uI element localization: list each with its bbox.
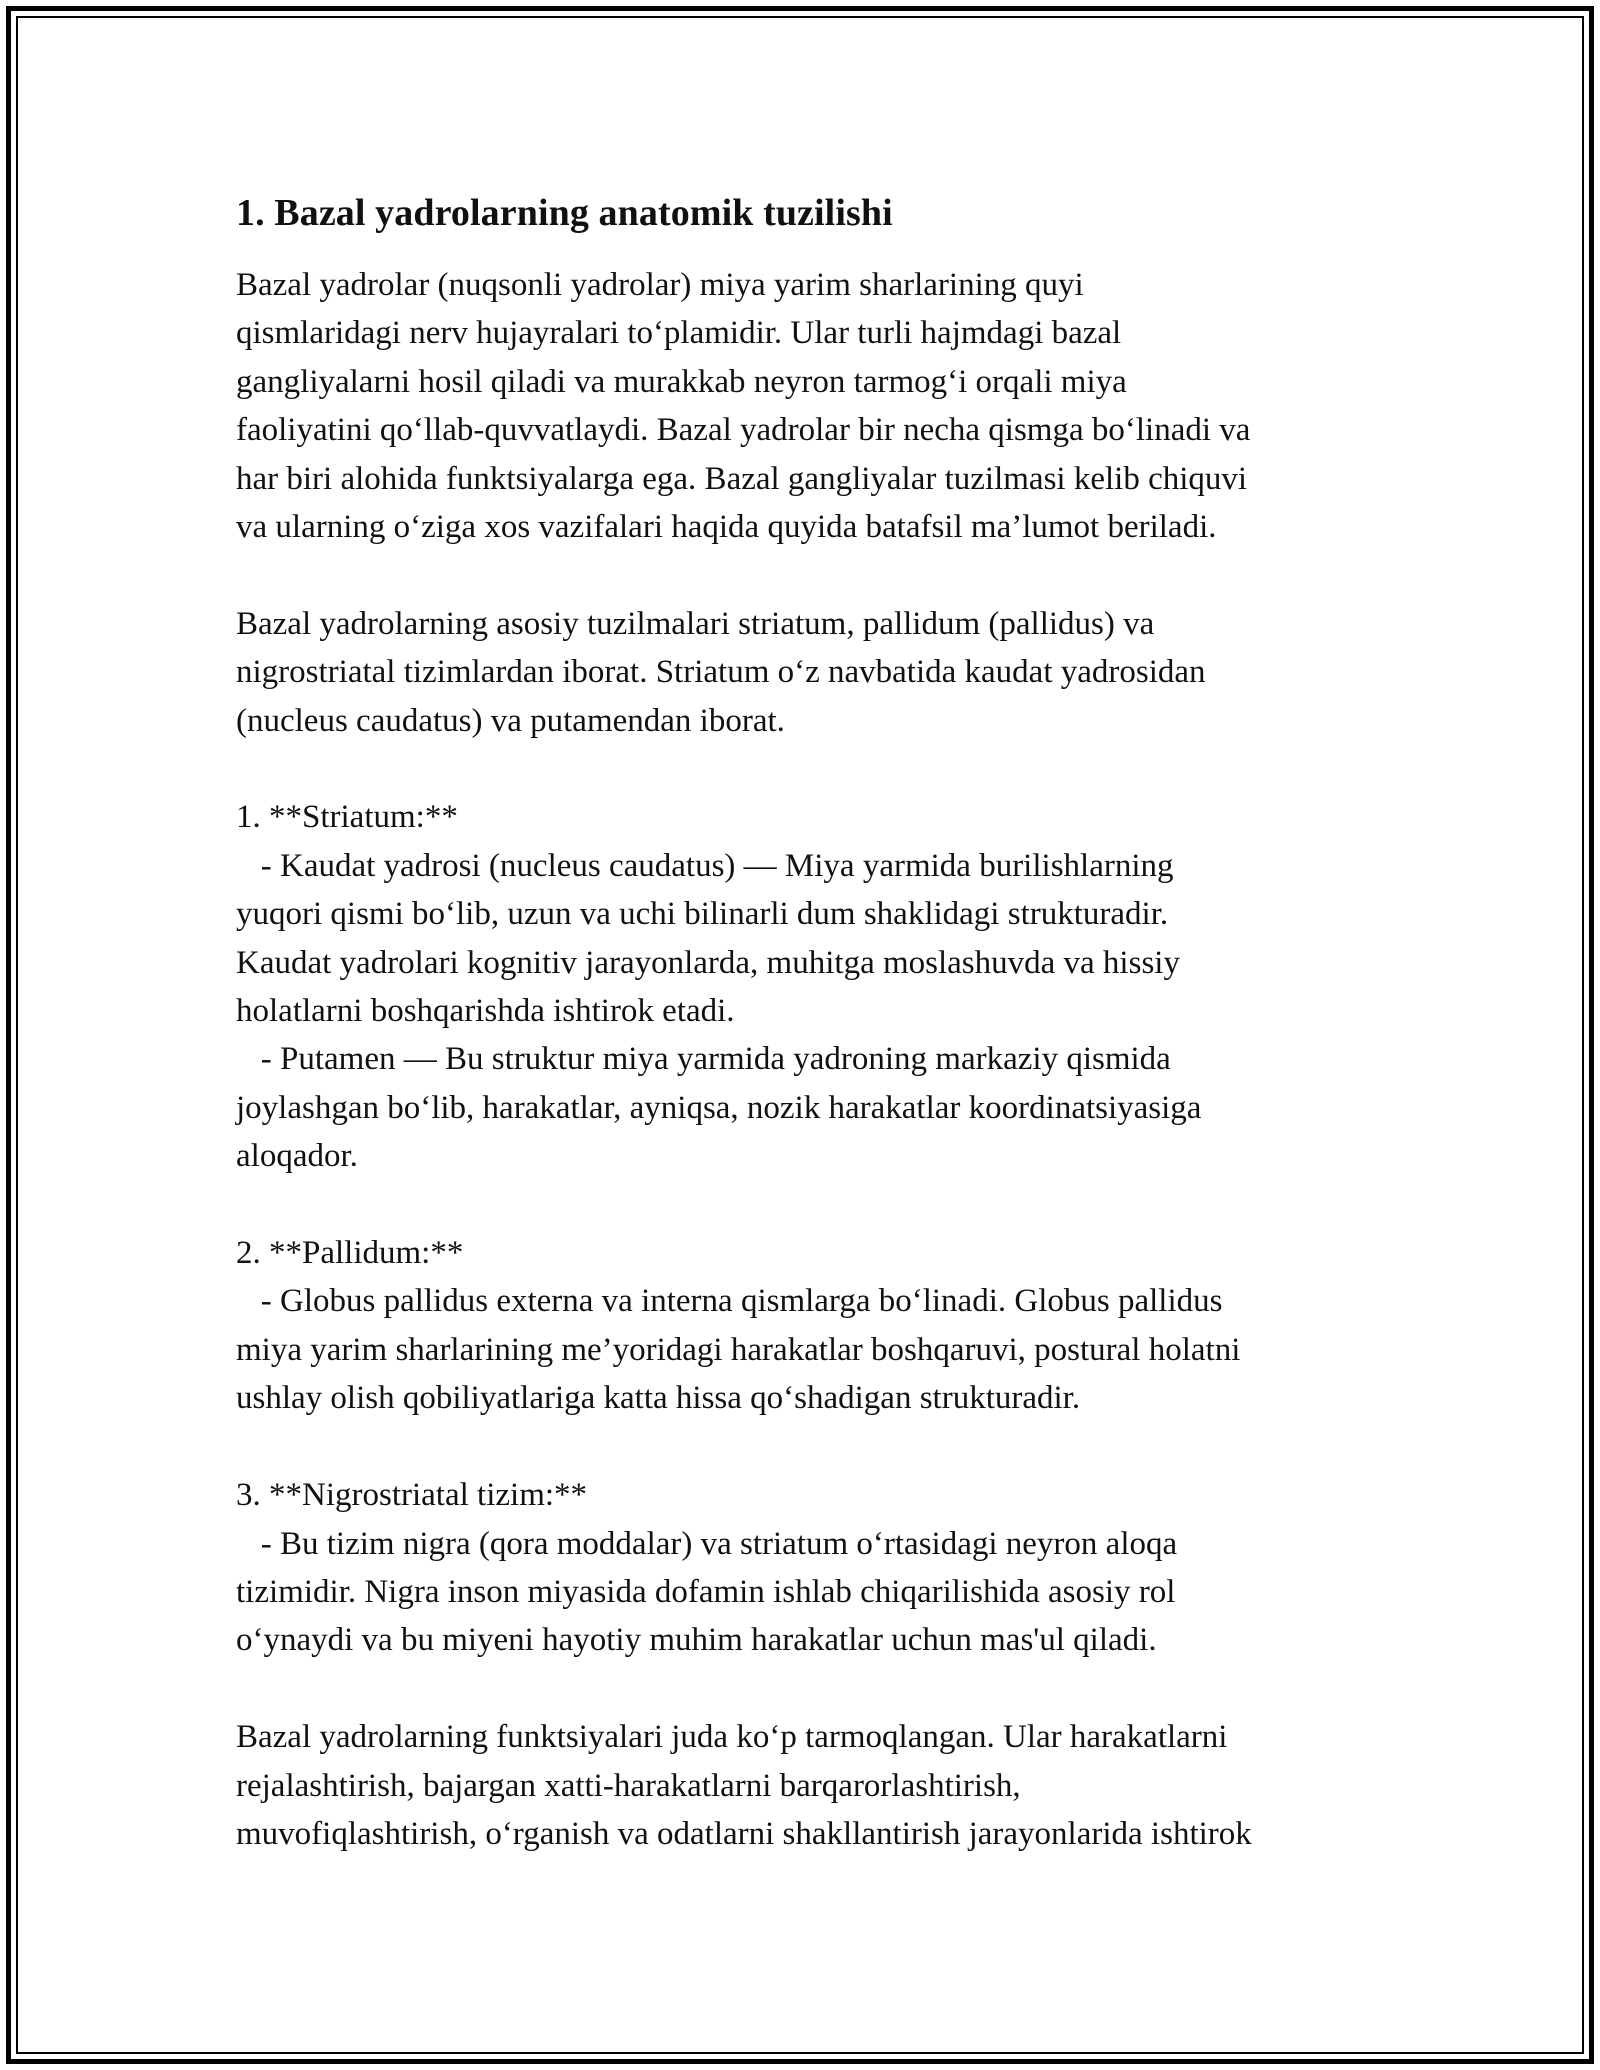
text-line: Bazal yadrolarning funktsiyalari juda ko‘p tarmoqlangan. Ular harakatlarni [236, 1719, 1228, 1756]
text-line: - Kaudat yadrosi (nucleus caudatus) — Miya yarmida burilishlarning [236, 847, 1174, 884]
text-line: yuqori qismi bo‘lib, uzun va uchi bilinarli dum shaklidagi strukturadir. [236, 896, 1169, 933]
text-line: nigrostriatal tizimlardan iborat. Striatum o‘z navbatida kaudat yadrosidan [236, 654, 1206, 691]
text-line: ushlay olish qobiliyatlariga katta hissa qo‘shadigan strukturadir. [236, 1380, 1081, 1417]
paragraph [236, 600, 1386, 745]
text-line: har biri alohida funktsiyalarga ega. Bazal gangliyalar tuzilmasi kelib chiquvi [236, 460, 1248, 497]
text-line: joylashgan bo‘lib, harakatlar, ayniqsa, nozik harakatlar koordinatsiyasiga [236, 1089, 1202, 1126]
paragraph [236, 1713, 1386, 1858]
document-body [236, 185, 1386, 1907]
text-line: o‘ynaydi va bu miyeni hayotiy muhim harakatlar uchun mas'ul qiladi. [236, 1622, 1157, 1659]
text-line: 2. **Pallidum:** [236, 1235, 464, 1272]
text-line: miya yarim sharlarining me’yoridagi harakatlar boshqaruvi, postural holatni [236, 1331, 1241, 1368]
text-line: va ularning o‘ziga xos vazifalari haqida quyida batafsil ma’lumot beriladi. [236, 509, 1217, 546]
text-line: Bazal yadrolar (nuqsonli yadrolar) miya yarim sharlarining quyi [236, 267, 1084, 303]
text-line: - Bu tizim nigra (qora moddalar) va striatum o‘rtasidagi neyron aloqa [236, 1525, 1178, 1562]
text-line: tizimidir. Nigra inson miyasida dofamin ishlab chiqarilishida asosiy rol [236, 1573, 1176, 1610]
paragraph [236, 261, 1386, 551]
text-line: (nucleus caudatus) va putamendan iborat. [236, 702, 785, 739]
paragraph [236, 1229, 1386, 1423]
text-line: - Putamen — Bu struktur miya yarmida yadroning markaziy qismida [236, 1041, 1171, 1078]
text-line: muvofiqlashtirish, o‘rganish va odatlarni shakllantirish jarayonlarida ishtirok [236, 1815, 1252, 1852]
paragraph-container [236, 261, 1386, 1858]
text-line: rejalashtirish, bajargan xatti-harakatlarni barqarorlashtirish, [236, 1767, 1021, 1804]
text-line: 1. **Striatum:** [236, 799, 458, 836]
text-line: aloqador. [236, 1138, 358, 1175]
text-line: Kaudat yadrolari kognitiv jarayonlarda, muhitga moslashuvda va hissiy [236, 944, 1180, 981]
text-line: 3. **Nigrostriatal tizim:** [236, 1477, 588, 1514]
text-line: holatlarni boshqarishda ishtirok etadi. [236, 993, 735, 1030]
text-line: qismlaridagi nerv hujayralari to‘plamidir. Ular turli hajmdagi bazal [236, 315, 1122, 352]
paragraph [236, 1471, 1386, 1665]
paragraph [236, 793, 1386, 1180]
text-line: gangliyalarni hosil qiladi va murakkab neyron tarmog‘i orqali miya [236, 363, 1127, 400]
text-line: faoliyatini qo‘llab-quvvatlaydi. Bazal yadrolar bir necha qismga bo‘linadi va [236, 412, 1251, 449]
text-line: Bazal yadrolarning asosiy tuzilmalari striatum, pallidum (pallidus) va [236, 605, 1155, 642]
section-heading: 1. Bazal yadrolarning anatomik tuzilishi [236, 192, 893, 234]
text-line: - Globus pallidus externa va interna qismlarga bo‘linadi. Globus pallidus [236, 1283, 1223, 1320]
